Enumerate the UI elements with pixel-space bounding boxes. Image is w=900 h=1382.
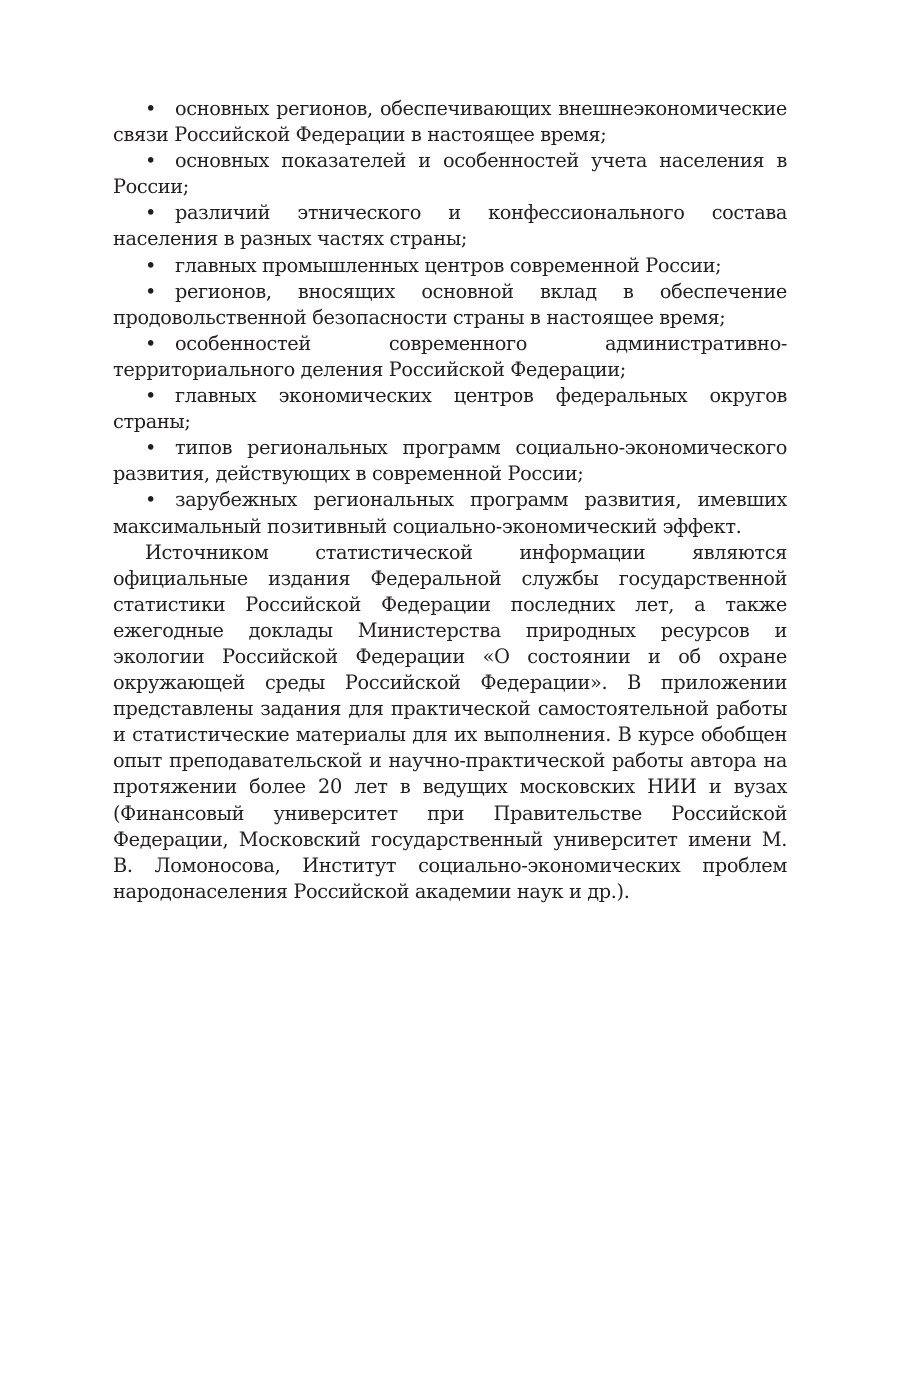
list-item-text: регионов, вносящих основной вклад в обеспечение продовольственной безопасности страны в настоящее время; (113, 279, 787, 329)
list-item (113, 383, 787, 435)
bullet-icon: • (145, 488, 157, 512)
list-item (113, 148, 787, 200)
list-item-text: особенностей современного административно-территориального деления Российской Федерации; (113, 331, 787, 381)
page-content (113, 96, 787, 905)
list-item-text: основных регионов, обеспечивающих внешнеэкономические связи Российской Федерации в настоящее время; (113, 97, 787, 147)
body-paragraph: Источником статистической информации являются официальные издания Федеральной службы государственной статистики Российской Федерации последних лет, а также ежегодные доклады Министерства природных ресурсов и экологии Российской Федерации «О состоянии и об охране окружающей среды Российской Федерации». В приложении представлены задания для практической самостоятельной работы и статистические материалы для их выполнения. В курсе обобщен опыт преподавательской и научно-практической работы автора на протяжении более 20 лет в ведущих московских НИИ и вузах (Финансовый университет при Правительстве Российской Федерации, Московский государственный университет имени М. В. Ломоносова, Институт социально-экономических проблем народонаселения Российской академии наук и др.). (113, 540, 787, 903)
list-item-text: главных промышленных центров современной России; (175, 253, 722, 277)
list-item (113, 96, 787, 148)
bullet-list (113, 96, 787, 540)
bullet-icon: • (145, 253, 157, 277)
bullet-icon: • (145, 436, 157, 460)
list-item (113, 435, 787, 487)
list-item (113, 331, 787, 383)
bullet-icon: • (145, 201, 157, 225)
bullet-icon: • (145, 279, 157, 303)
bullet-icon: • (145, 331, 157, 355)
list-item-text: главных экономических центров федеральных округов страны; (113, 384, 787, 434)
list-item (113, 253, 787, 279)
list-item (113, 279, 787, 331)
list-item (113, 200, 787, 252)
list-item-text: типов региональных программ социально-экономического развития, действующих в современной России; (113, 436, 787, 486)
bullet-icon: • (145, 97, 157, 120)
bullet-icon: • (145, 149, 157, 173)
list-item-text: зарубежных региональных программ развития, имевших максимальный позитивный социально-экономический эффект. (113, 488, 787, 538)
list-item (113, 487, 787, 539)
list-item-text: различий этнического и конфессионального состава населения в разных частях страны; (113, 201, 787, 251)
list-item-text: основных показателей и особенностей учета населения в России; (113, 149, 787, 199)
bullet-icon: • (145, 384, 157, 408)
